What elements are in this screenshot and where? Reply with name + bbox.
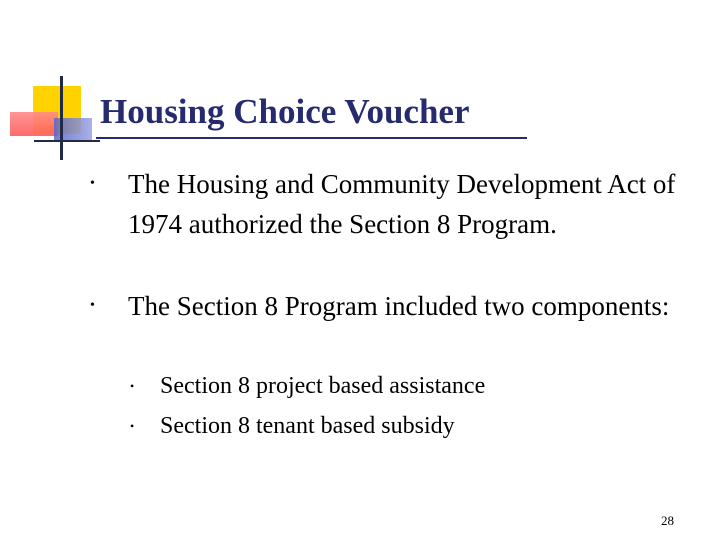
bullet-text: The Housing and Community Development Act of 1974 authorized the Section 8 Program. (128, 169, 676, 239)
bullet-marker: • (90, 176, 95, 191)
bullet-marker: • (90, 298, 95, 313)
title-decoration-logo (0, 0, 100, 170)
decoration-vertical-line (60, 76, 63, 160)
bullet-item (90, 286, 708, 326)
sub-bullet-text: Section 8 project based assistance (160, 373, 486, 399)
decoration-red-bar (10, 112, 58, 136)
slide-title: Housing Choice Voucher (100, 92, 470, 131)
decoration-horizontal-line (34, 140, 100, 142)
title-underline (96, 137, 527, 139)
bullet-item (90, 164, 708, 244)
sub-bullet-text: Section 8 tenant based subsidy (160, 413, 455, 439)
sub-bullet-item (130, 406, 455, 446)
sub-bullet-marker: • (130, 379, 135, 393)
bullet-text: The Section 8 Program included two components: (128, 291, 670, 321)
sub-bullet-item (130, 366, 486, 406)
sub-bullet-marker: • (130, 419, 135, 433)
page-number: 28 (661, 513, 674, 528)
